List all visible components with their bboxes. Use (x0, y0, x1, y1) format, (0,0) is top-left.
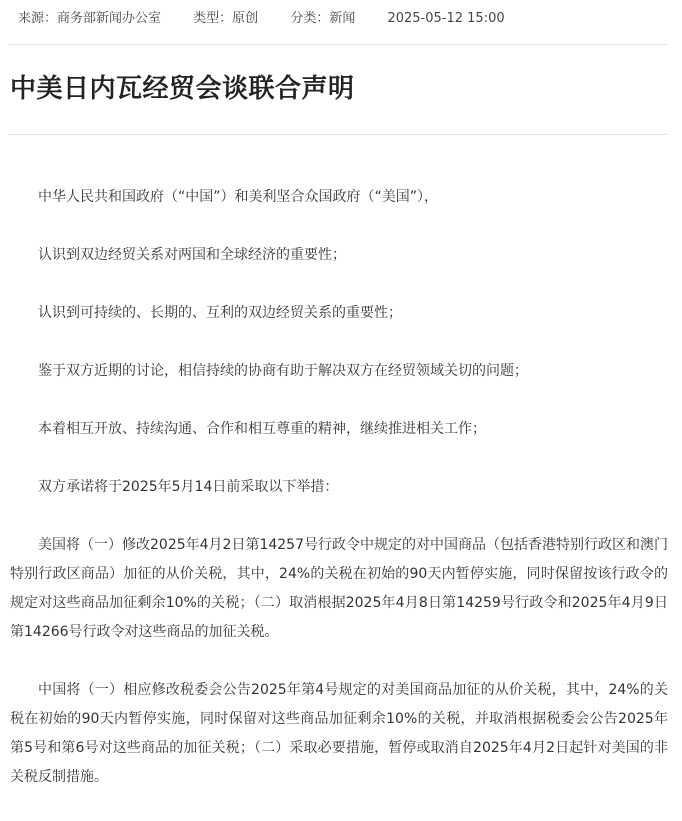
source-label: 来源：商务部新闻办公室 (18, 11, 162, 26)
category-label: 分类：新闻 (290, 11, 356, 26)
article-paragraph: 中国将（一）相应修改税委会公告2025年第4号规定的对美国商品加征的从价关税，其中，24%的关税在初始的90天内暂停实施，同时保留对这些商品加征剩余10%的关税，并取消根据税委会公告2025年第5号和第6号对这些商品的加征关税；（二）采取必要措施，暂停或取消自2025年4月2日起针对美国的非关税反制措施。 (10, 682, 668, 785)
article-body (10, 183, 668, 821)
article-paragraph: 认识到双边经贸关系对两国和全球经济的重要性； (38, 247, 346, 263)
article-paragraph: 中华人民共和国政府（“中国”）和美利坚合众国政府（“美国”）， (38, 189, 439, 205)
article-paragraph: 鉴于双方近期的讨论，相信持续的协商有助于解决双方在经贸领域关切的问题； (38, 363, 528, 379)
article-paragraph: 本着相互开放、持续沟通、合作和相互尊重的精神，继续推进相关工作； (38, 421, 486, 437)
article-paragraph: 美国将（一）修改2025年4月2日第14257号行政令中规定的对中国商品（包括香港特别行政区和澳门特别行政区商品）加征的从价关税，其中，24%的关税在初始的90天内暂停实施，同时保留按该行政令的规定对这些商品加征剩余10%的关税；（二）取消根据2025年4月8日第14259号行政令和2025年4月9日第14266号行政令对这些商品的加征关税。 (10, 537, 668, 640)
meta-divider (8, 44, 668, 45)
article-paragraph: 双方承诺将于2025年5月14日前采取以下举措： (38, 479, 339, 495)
article-paragraph: 认识到可持续的、长期的、互利的双边经贸关系的重要性； (38, 305, 402, 321)
article-title: 中美日内瓦经贸会谈联合声明 (10, 74, 355, 104)
publish-datetime: 2025-05-12 15:00 (387, 11, 505, 26)
type-label: 类型：原创 (193, 11, 259, 26)
article-meta-bar (18, 10, 505, 28)
title-divider (8, 134, 668, 135)
